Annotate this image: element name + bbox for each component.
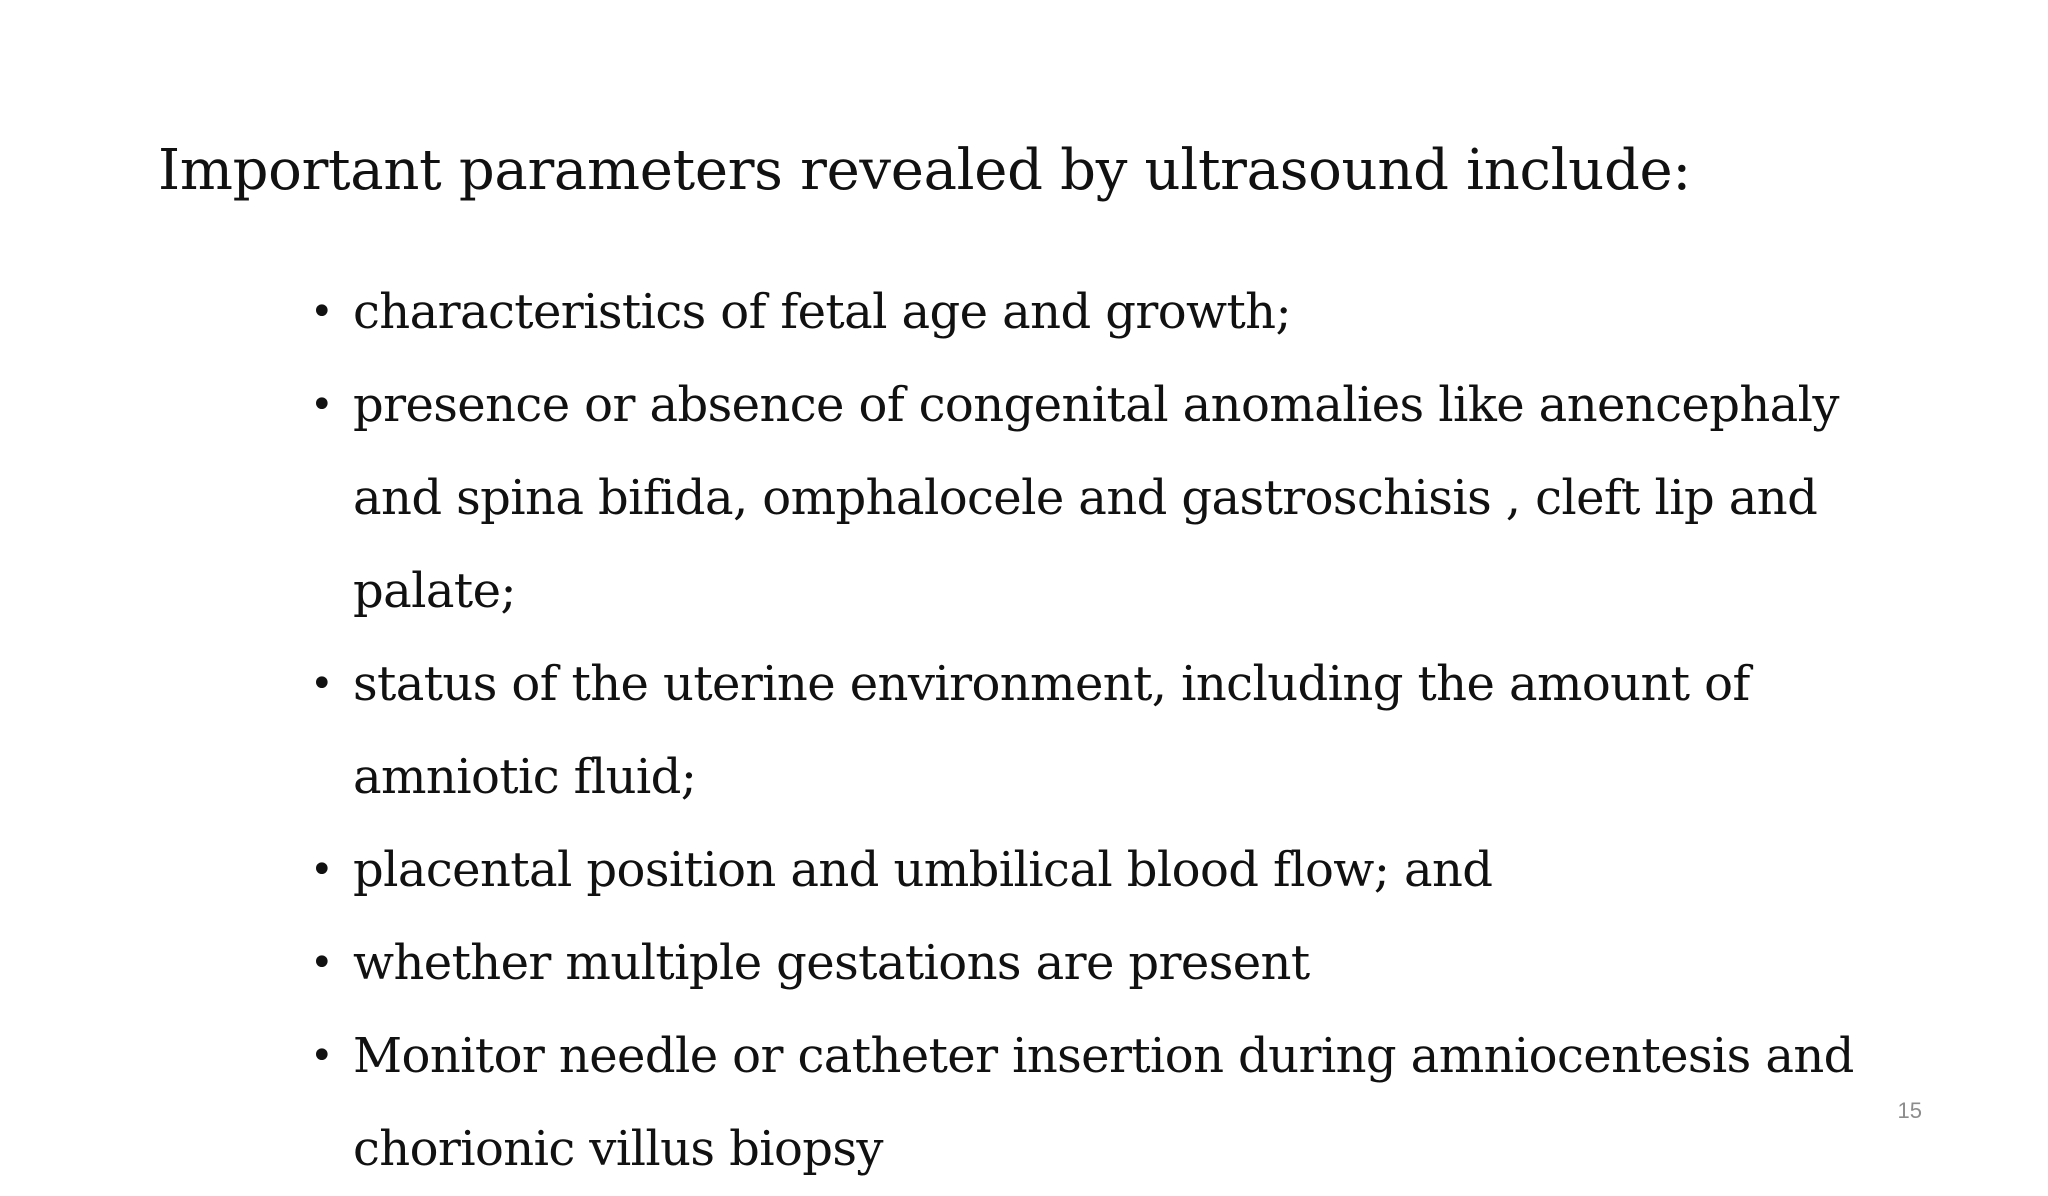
bullet-text: whether multiple gestations are present	[353, 935, 1310, 991]
bullet-dot-icon: •	[310, 847, 333, 893]
bullet-text: status of the uterine environment, including the amount of amniotic fluid;	[353, 656, 1750, 805]
bullet-item-needle-monitoring	[310, 1010, 1930, 1196]
bullet-dot-icon: •	[310, 382, 333, 428]
bullet-item-multiple-gestations	[310, 917, 1930, 1010]
bullet-text: characteristics of fetal age and growth;	[353, 284, 1292, 340]
bullet-dot-icon: •	[310, 289, 333, 335]
bullet-text: Monitor needle or catheter insertion during amniocentesis and chorionic villus biopsy	[353, 1028, 1854, 1177]
bullet-item-placental-position	[310, 824, 1930, 917]
bullet-list	[310, 266, 1930, 1196]
bullet-text: presence or absence of congenital anomalies like anencephaly and spina bifida, omphalocele and gastroschisis , cleft lip and palate;	[353, 377, 1839, 619]
bullet-dot-icon: •	[310, 1033, 333, 1079]
bullet-text: placental position and umbilical blood flow; and	[353, 842, 1493, 898]
bullet-dot-icon: •	[310, 940, 333, 986]
bullet-item-uterine-environment	[310, 638, 1930, 824]
slide-title: Important parameters revealed by ultrasound include:	[158, 138, 1691, 203]
page-number: 15	[1897, 1098, 1922, 1123]
bullet-item-congenital-anomalies	[310, 359, 1930, 638]
bullet-item-fetal-age	[310, 266, 1930, 359]
bullet-dot-icon: •	[310, 661, 333, 707]
